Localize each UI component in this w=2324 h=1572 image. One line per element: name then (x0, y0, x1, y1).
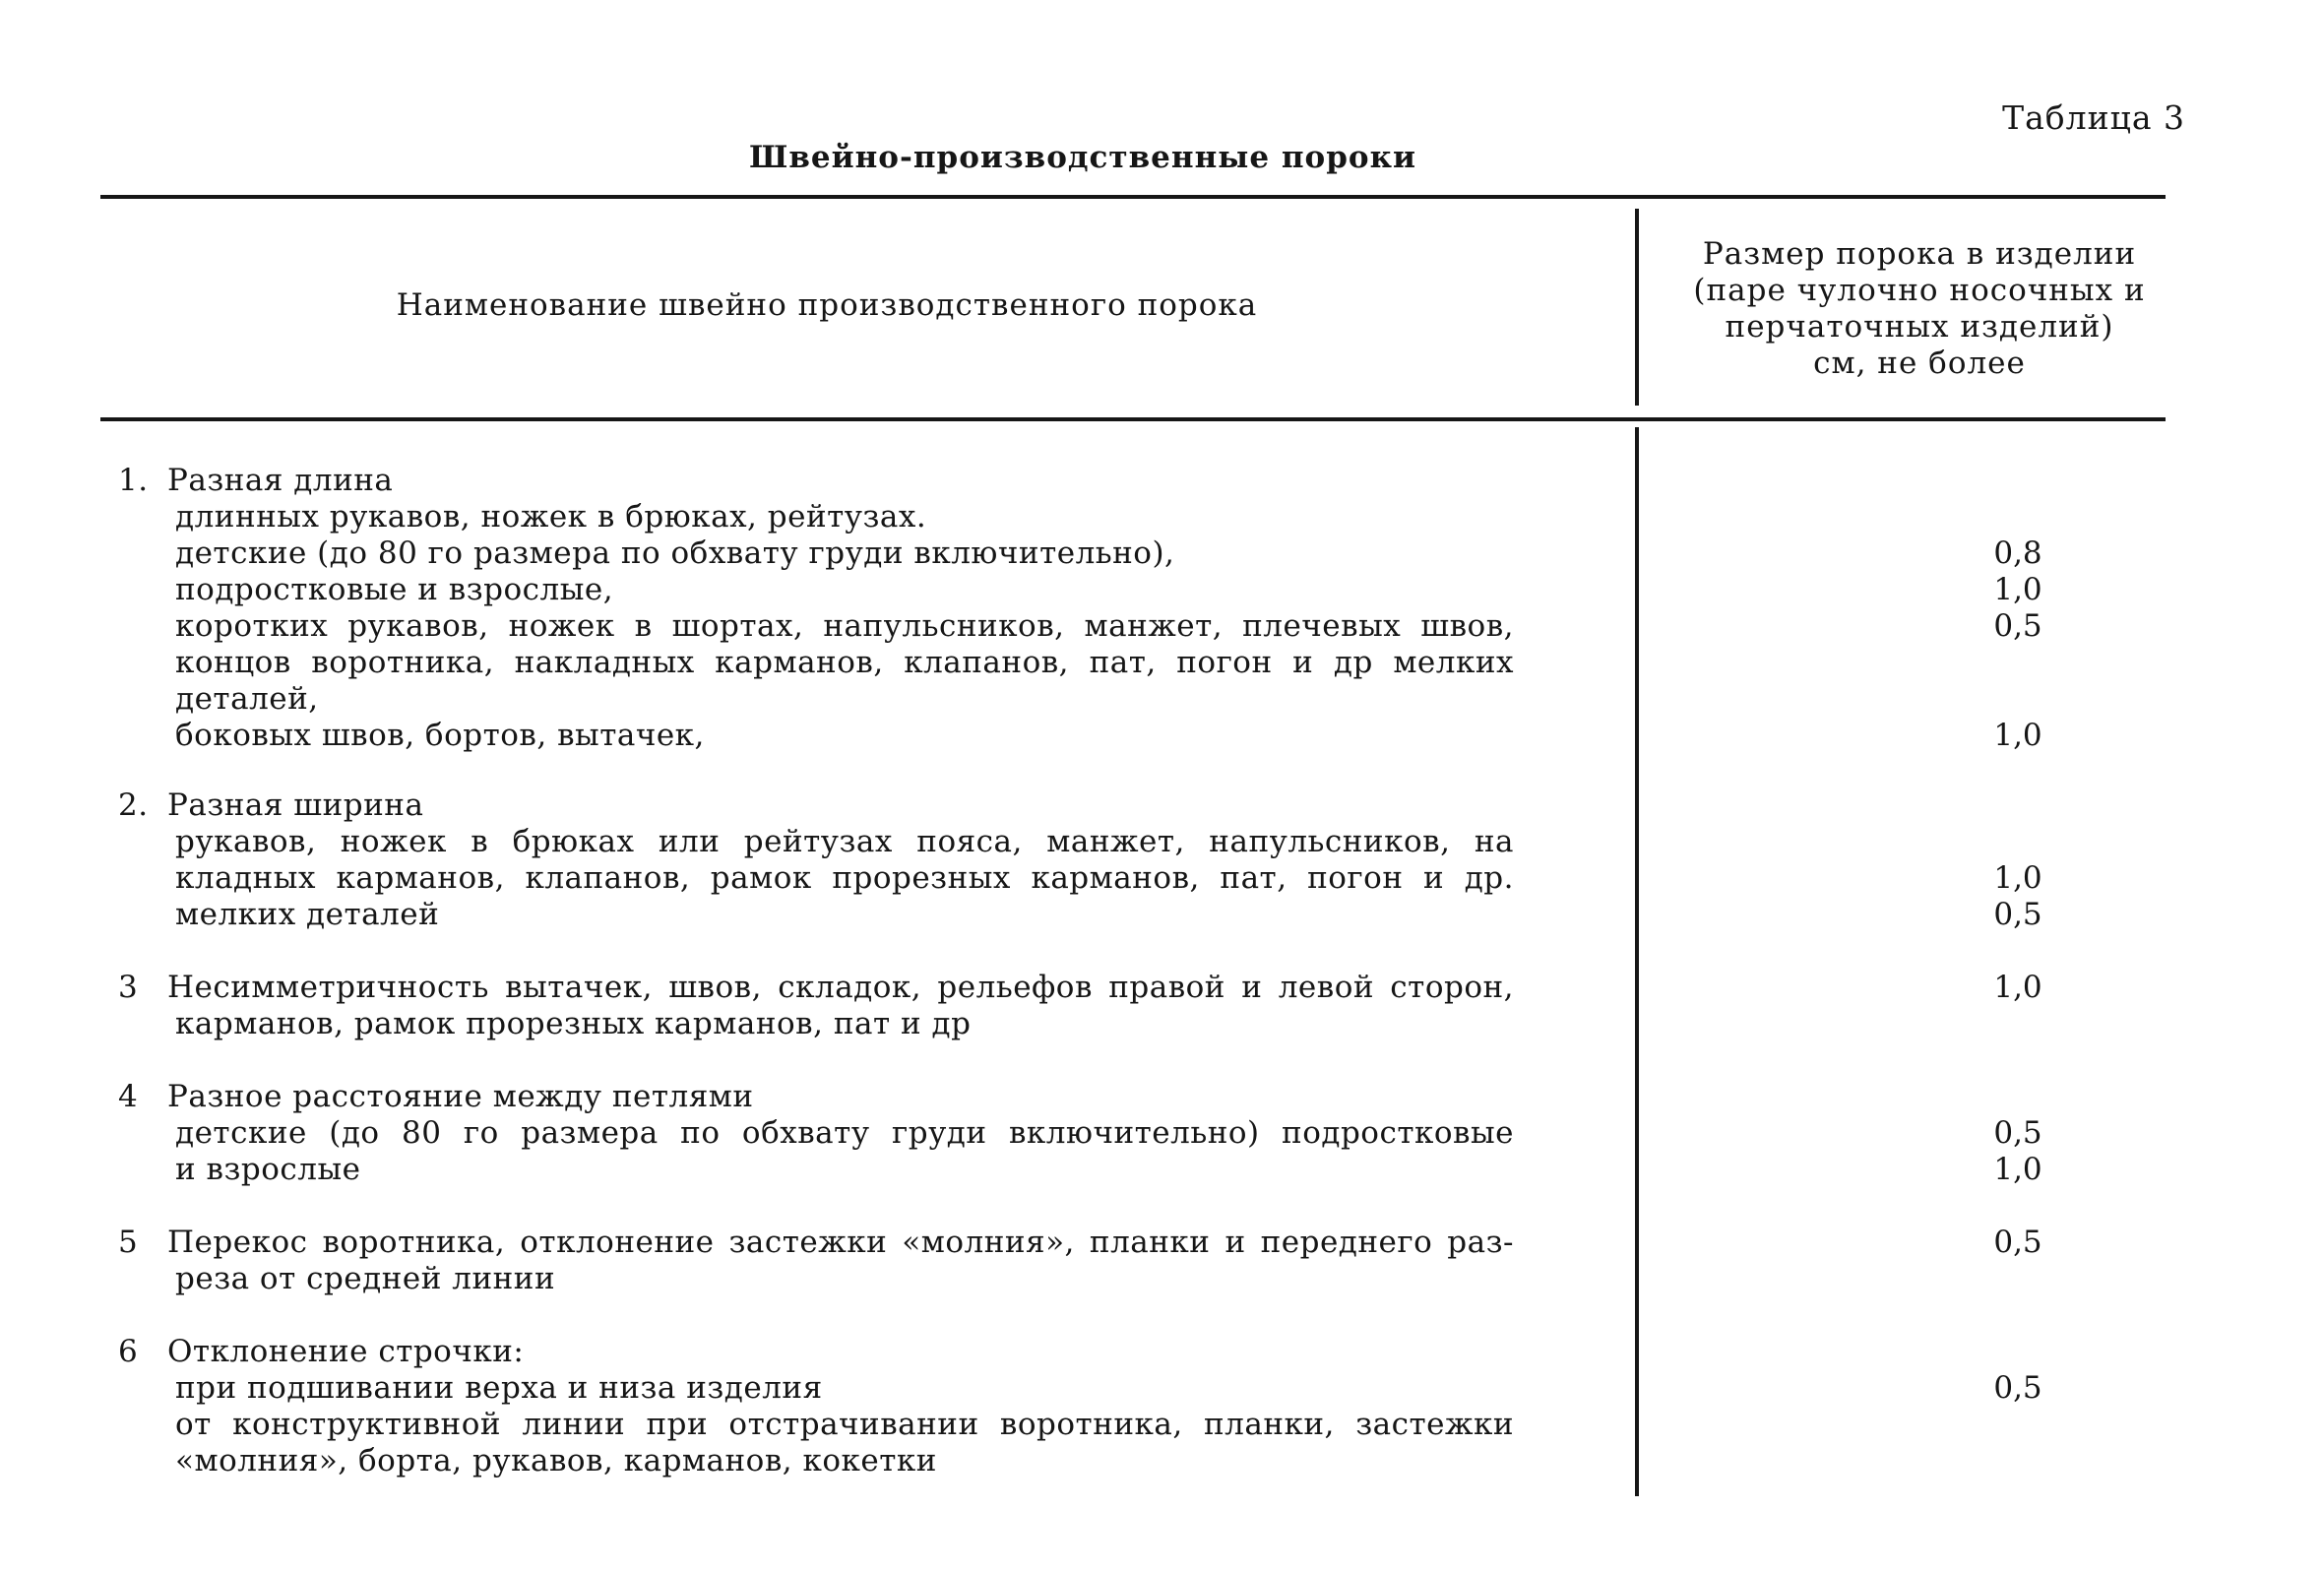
column-header-size-line: (паре чулочно носочных и (1693, 273, 2146, 308)
row-text-line: реза от средней линии (175, 1261, 556, 1296)
defect-size-value: 1,0 (1993, 1152, 2042, 1187)
row-number: 2. (118, 787, 149, 823)
column-header-size-line: Размер порока в изделии (1702, 236, 2137, 272)
row-text-line: рукавов, ножек в брюках или рейтузах пояса, манжет, напульсников, на (175, 824, 1514, 859)
row-text-line: коротких рукавов, ножек в шортах, напульсников, манжет, плечевых швов, (175, 608, 1514, 644)
defect-size-value: 1,0 (1993, 718, 2042, 753)
column-header-size-line: перчаточных изделий) (1725, 309, 2114, 345)
body-column-divider (1635, 427, 1639, 1496)
row-text-line: при подшивании верха и низа изделия (175, 1370, 823, 1406)
row-text-line: длинных рукавов, ножек в брюках, рейтузах. (175, 499, 927, 534)
row-heading: Отклонение строчки: (167, 1334, 525, 1369)
table-title: Швейно-производственные пороки (749, 140, 1416, 175)
defect-size-value: 0,8 (1993, 535, 2042, 571)
row-text-line: и взрослые (175, 1152, 361, 1187)
column-header-size-line: см, не более (1813, 346, 2026, 381)
row-text-line: мелких деталей (175, 897, 440, 932)
row-text-line: детские (до 80 го размера по обхвату груди включительно), (175, 535, 1175, 571)
defect-size-value: 0,5 (1993, 1370, 2042, 1406)
row-text-line: деталей, (175, 681, 319, 717)
row-number: 3 (118, 970, 139, 1005)
defect-size-value: 0,5 (1993, 897, 2042, 932)
row-text-line: боковых швов, бортов, вытачек, (175, 718, 705, 753)
row-text-line: кладных карманов, клапанов, рамок прорезных карманов, пат, погон и др. (175, 860, 1514, 896)
header-bottom-rule (100, 417, 2166, 421)
table-number-label: Таблица 3 (2002, 98, 2185, 137)
row-text-line: детские (до 80 го размера по обхвату груди включительно) подростковые (175, 1115, 1514, 1151)
row-text-line: Несимметричность вытачек, швов, складок, рельефов правой и левой сторон, (167, 970, 1514, 1005)
column-header-defect-name: Наименование швейно производственного порока (396, 287, 1258, 323)
row-number: 1. (118, 463, 149, 498)
row-text-line: карманов, рамок прорезных карманов, пат и др (175, 1006, 972, 1041)
header-column-divider (1635, 209, 1639, 406)
row-number: 4 (118, 1079, 139, 1114)
column-header-defect-size (1664, 236, 2175, 382)
defect-size-value: 0,5 (1993, 1115, 2042, 1151)
defect-size-value: 1,0 (1993, 970, 2042, 1005)
defect-size-value: 1,0 (1993, 860, 2042, 896)
row-number: 5 (118, 1225, 139, 1260)
row-text-line: «молния», борта, рукавов, карманов, кокетки (175, 1443, 937, 1478)
row-heading: Разная ширина (167, 787, 424, 823)
defect-size-value: 0,5 (1993, 1225, 2042, 1260)
row-text-line: концов воротника, накладных карманов, клапанов, пат, погон и др мелких (175, 645, 1514, 680)
row-heading: Разная длина (167, 463, 394, 498)
row-text-line: подростковые и взрослые, (175, 572, 614, 607)
row-heading: Разное расстояние между петлями (167, 1079, 754, 1114)
table-top-rule (100, 195, 2166, 199)
row-number: 6 (118, 1334, 139, 1369)
row-text-line: от конструктивной линии при отстрачивании воротника, планки, застежки (175, 1407, 1514, 1442)
defect-size-value: 1,0 (1993, 572, 2042, 607)
row-text-line: Перекос воротника, отклонение застежки «молния», планки и переднего раз- (167, 1225, 1514, 1260)
defect-size-value: 0,5 (1993, 608, 2042, 644)
